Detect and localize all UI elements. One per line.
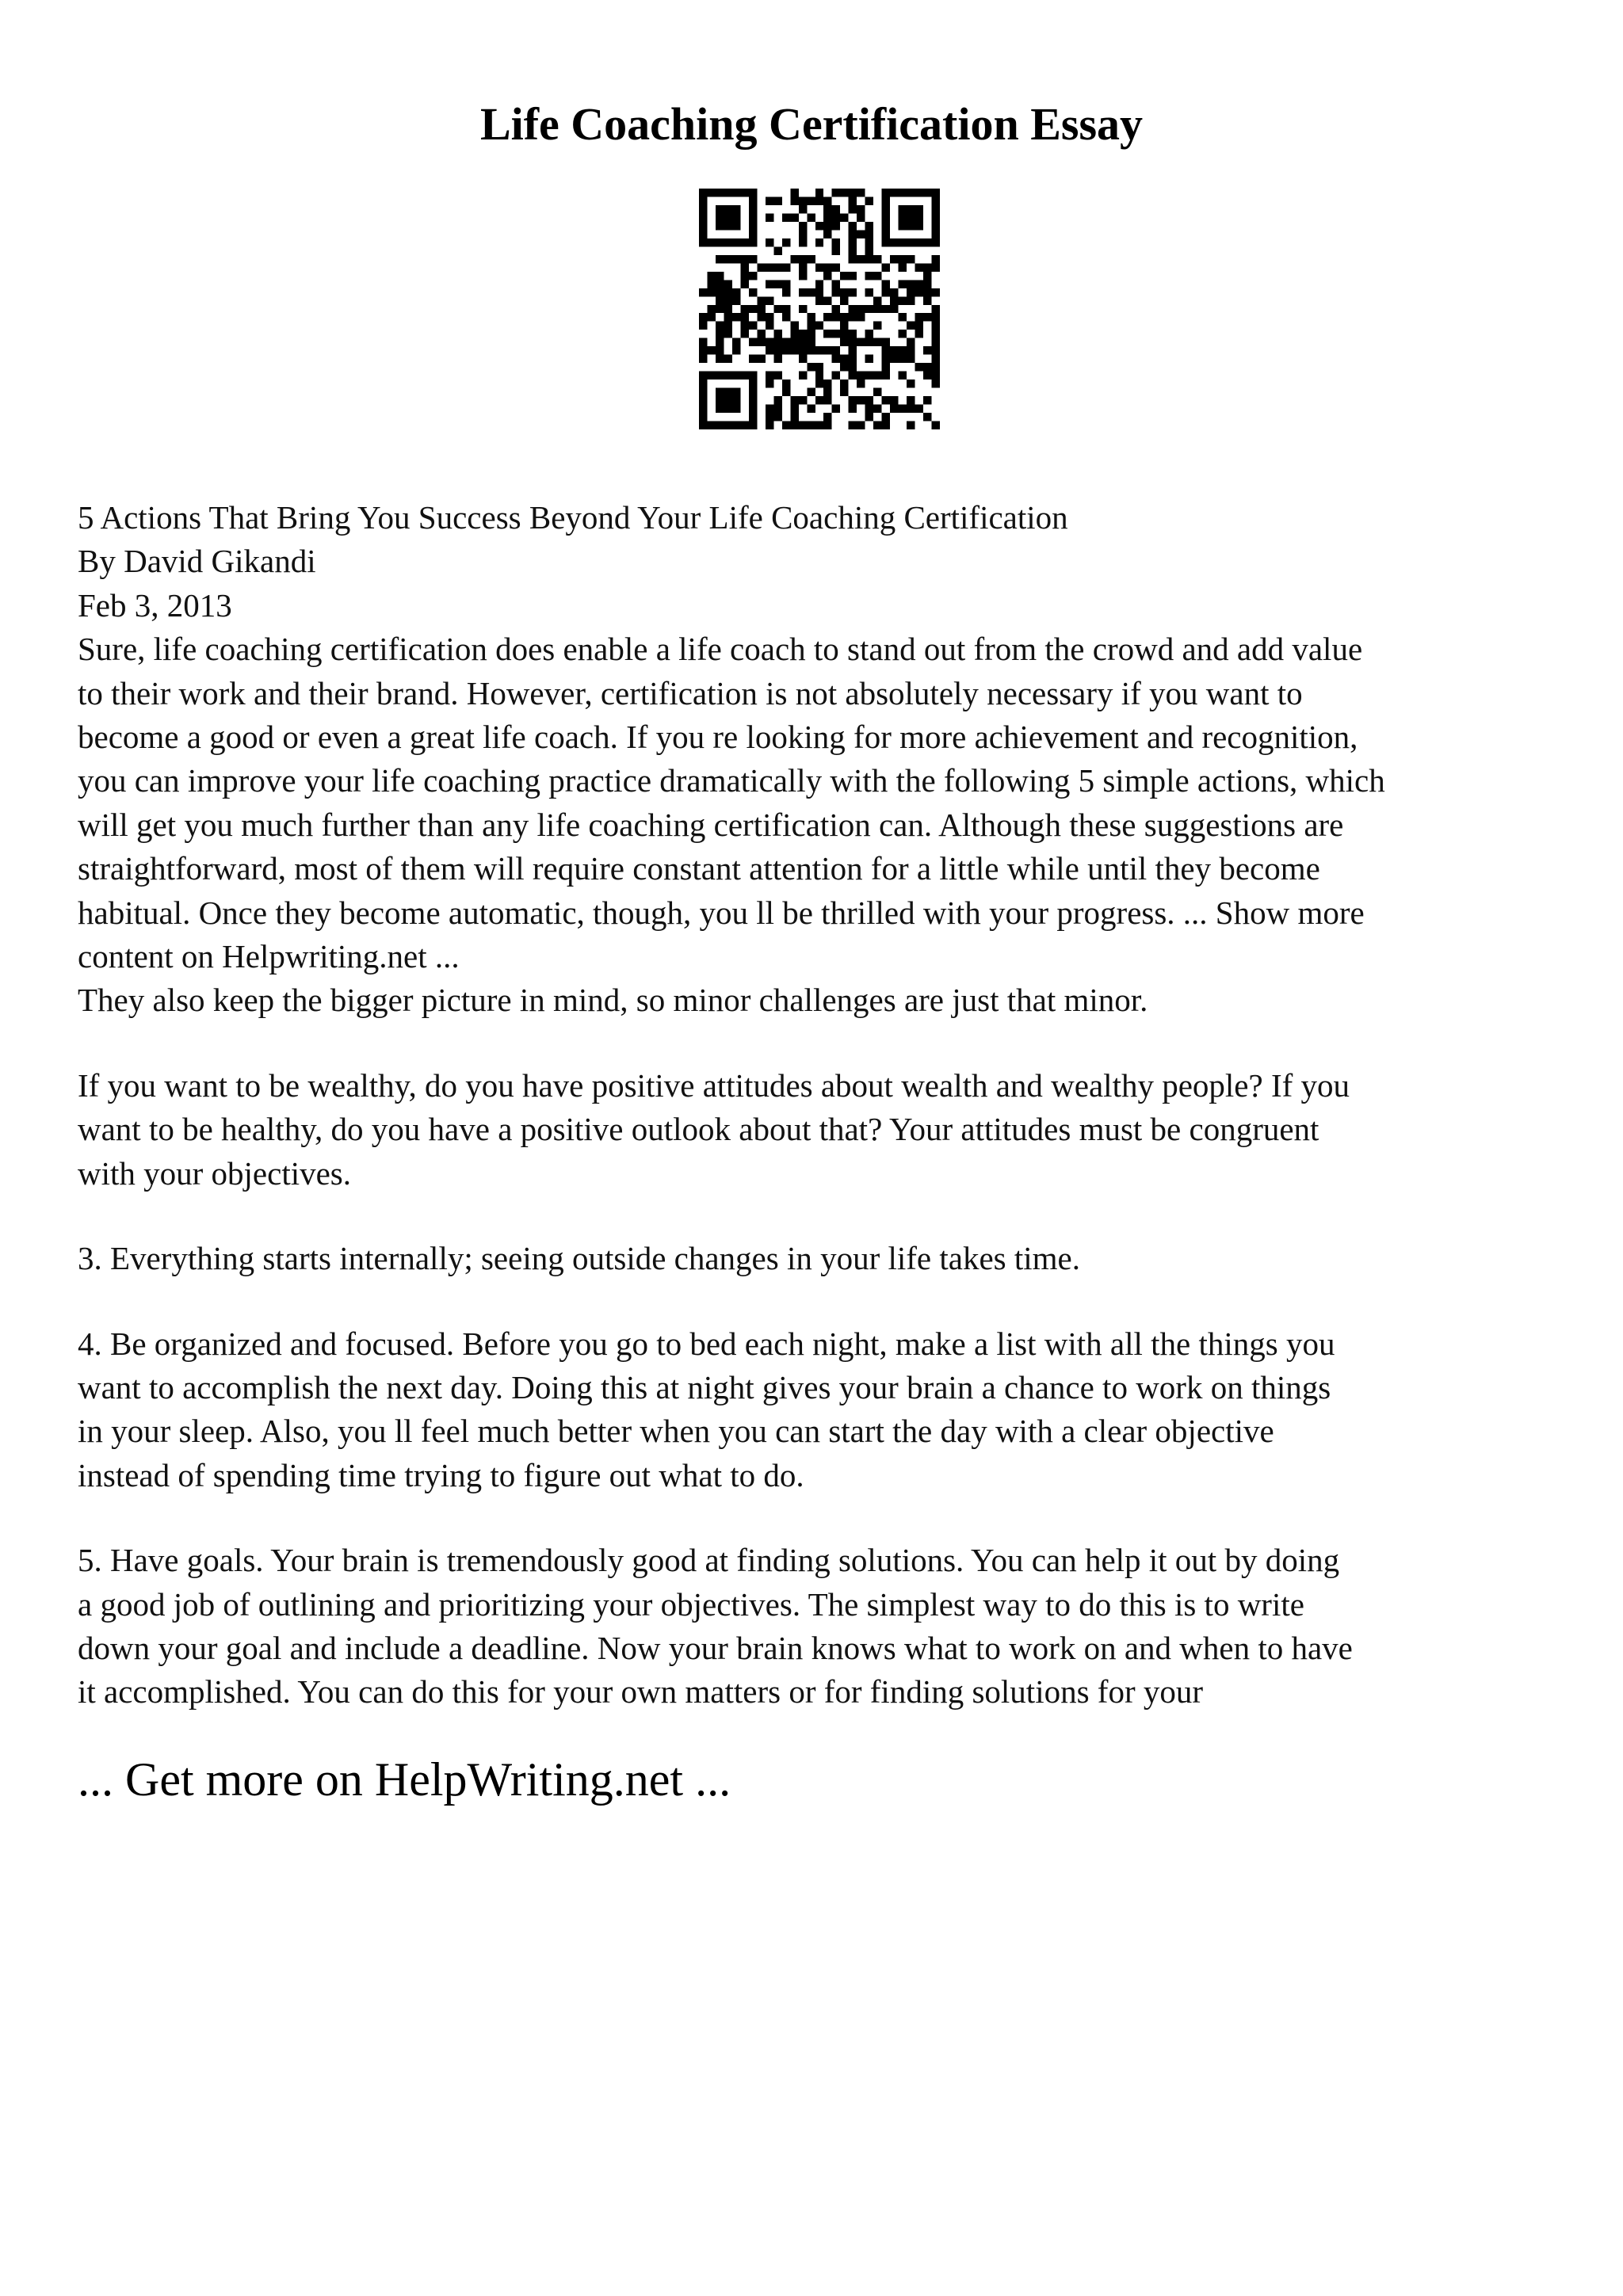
paragraph-line: 4. Be organized and focused. Before you go to bed each night, make a list with all the things you xyxy=(78,1325,1335,1362)
paragraph-item-3 xyxy=(78,1237,1583,1280)
paragraph-line: will get you much further than any life coaching certification can. Although these suggestions are xyxy=(78,806,1344,843)
paragraph-line: straightforward, most of them will require constant attention for a little while until they become xyxy=(78,850,1320,887)
paragraph-line: They also keep the bigger picture in mind, so minor challenges are just that minor. xyxy=(78,982,1148,1019)
paragraph-gap xyxy=(78,1281,1583,1322)
paragraph-line: If you want to be wealthy, do you have positive attitudes about wealth and wealthy people? If you xyxy=(78,1066,1350,1104)
paragraph-attitudes xyxy=(78,1064,1583,1196)
paragraph-line: instead of spending time trying to figure out what to do. xyxy=(78,1456,804,1493)
article-heading: 5 Actions That Bring You Success Beyond Your Life Coaching Certification xyxy=(78,499,1068,536)
paragraph-item-5 xyxy=(78,1539,1583,1714)
footer-link[interactable]: ... Get more on HelpWriting.net ... xyxy=(78,1753,731,1806)
paragraph-gap xyxy=(78,1023,1583,1064)
paragraph-line: become a good or even a great life coach. If you re looking for more achievement and recognition, xyxy=(78,719,1358,756)
paragraph-item-4 xyxy=(78,1322,1583,1498)
paragraph-line: want to be healthy, do you have a positive outlook about that? Your attitudes must be congruent xyxy=(78,1111,1319,1148)
paragraph-line: with your objectives. xyxy=(78,1154,352,1192)
paragraph-line: habitual. Once they become automatic, though, you ll be thrilled with your progress. ... Show more xyxy=(78,894,1365,931)
paragraph-line: it accomplished. You can do this for your own matters or for finding solutions for your xyxy=(78,1673,1204,1711)
paragraph-bigger-picture xyxy=(78,978,1583,1022)
paragraph-line: content on Helpwriting.net ... xyxy=(78,938,460,975)
qr-code-icon xyxy=(699,189,940,429)
paragraph-intro xyxy=(78,627,1583,978)
paragraph-line: a good job of outlining and prioritizing your objectives. The simplest way to do this is to write xyxy=(78,1585,1304,1623)
paragraph-line: you can improve your life coaching practice dramatically with the following 5 simple actions, which xyxy=(78,762,1385,799)
paragraph-line: down your goal and include a deadline. Now your brain knows what to work on and when to have xyxy=(78,1629,1353,1666)
paragraph-gap xyxy=(78,1497,1583,1539)
paragraph-line: in your sleep. Also, you ll feel much better when you can start the day with a clear objective xyxy=(78,1413,1274,1450)
article-author: By David Gikandi xyxy=(78,543,316,580)
document-title: Life Coaching Certification Essay xyxy=(479,98,1144,150)
article-header xyxy=(78,496,1583,627)
document-body xyxy=(78,496,1583,1714)
paragraph-gap xyxy=(78,1196,1583,1237)
article-date: Feb 3, 2013 xyxy=(78,586,232,624)
paragraph-line: 3. Everything starts internally; seeing outside changes in your life takes time. xyxy=(78,1240,1080,1277)
paragraph-line: want to accomplish the next day. Doing this at night gives your brain a chance to work on things xyxy=(78,1368,1331,1405)
paragraph-line: Sure, life coaching certification does enable a life coach to stand out from the crowd and add value xyxy=(78,631,1363,668)
paragraph-line: to their work and their brand. However, certification is not absolutely necessary if you want to xyxy=(78,674,1303,711)
paragraph-line: 5. Have goals. Your brain is tremendously good at finding solutions. You can help it out by doing xyxy=(78,1542,1340,1579)
